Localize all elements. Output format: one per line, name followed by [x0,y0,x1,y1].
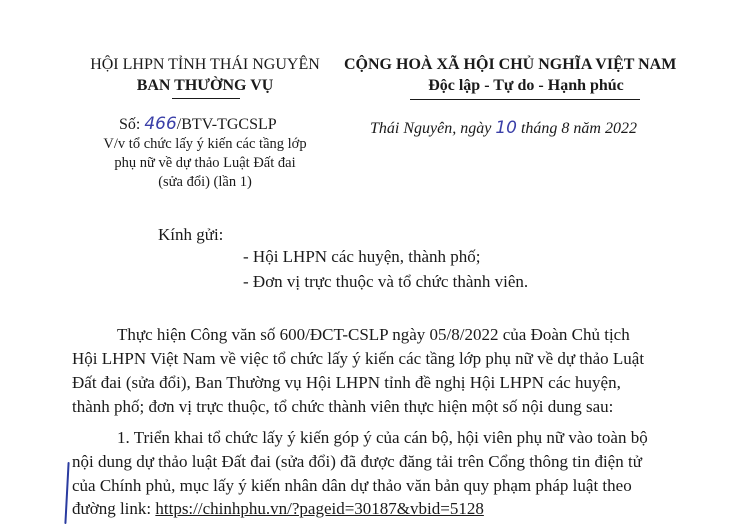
department-name: BAN THƯỜNG VỤ [136,77,274,94]
link-prefix: đường link: [72,499,152,518]
date-suffix: tháng 8 năm 2022 [520,120,637,137]
link-line [72,499,484,519]
intro-line: thành phố; đơn vị trực thuộc, tổ chức thành viên thực hiện một số nội dung sau: [72,397,614,416]
dept-underline [172,98,240,99]
handwritten-margin-mark [64,462,69,524]
reference-number [119,114,277,134]
subject-line-1: V/v tổ chức lấy ý kiến các tầng lớp [103,136,307,152]
intro-line: Đất đai (sửa đổi), Ban Thường vụ Hội LHPN tỉnh đề nghị Hội LHPN các huyện, [72,373,621,392]
subject-line-2: phụ nữ về dự thảo Luật Đất đai [114,155,296,171]
recipient-item: - Đơn vị trực thuộc và tổ chức thành viên. [243,272,529,291]
subject-line-3: (sửa đổi) (lần 1) [158,174,252,190]
recipient-item: - Hội LHPN các huyện, thành phố; [243,247,481,266]
ref-suffix: /BTV-TGCSLP [176,116,277,133]
date-line [370,118,637,138]
draft-law-link[interactable]: https://chinhphu.vn/?pageid=30187&vbid=5128 [155,499,484,518]
org-name: HỘI LHPN TỈNH THÁI NGUYÊN [90,56,320,73]
national-motto: Độc lập - Tự do - Hạnh phúc [428,77,624,94]
ref-prefix: Số: [119,116,141,133]
handwritten-day: 10 [495,118,517,138]
country-name: CỘNG HOÀ XÃ HỘI CHỦ NGHĨA VIỆT NAM [344,56,677,73]
motto-underline [410,99,640,100]
point1-line: nội dung dự thảo luật Đất đai (sửa đổi) đã được đăng tải trên Cổng thông tin điện tử [72,452,642,471]
point1-line: của Chính phủ, mục lấy ý kiến nhân dân dự thảo văn bản quy phạm pháp luật theo [72,476,632,495]
date-prefix: Thái Nguyên, ngày [370,120,492,137]
intro-line: Hội LHPN Việt Nam về việc tổ chức lấy ý kiến các tầng lớp phụ nữ về dự thảo Luật [72,349,645,368]
recipients-label: Kính gửi: [158,225,224,244]
point1-line: 1. Triển khai tổ chức lấy ý kiến góp ý của cán bộ, hội viên phụ nữ vào toàn bộ [117,428,648,447]
handwritten-ref-number: 466 [144,114,177,134]
intro-line: Thực hiện Công văn số 600/ĐCT-CSLP ngày 05/8/2022 của Đoàn Chủ tịch [117,325,630,344]
